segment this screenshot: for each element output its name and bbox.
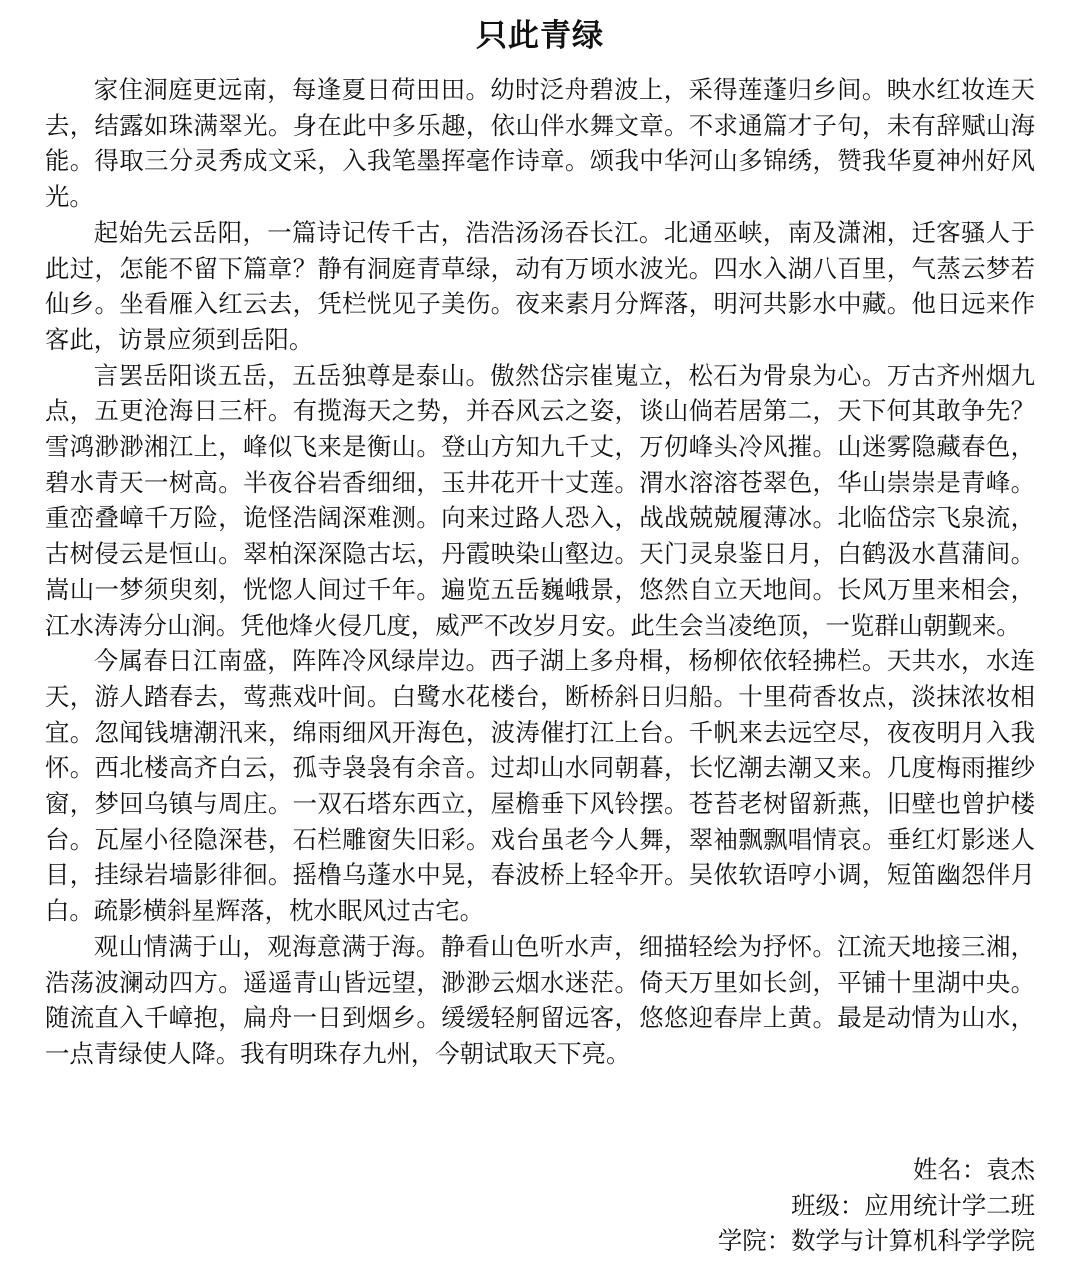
essay-title: 只此青绿	[476, 18, 604, 54]
author-class: 班级：应用统计学二班	[791, 1190, 1035, 1220]
author-college: 学院：数学与计算机科学学院	[717, 1226, 1035, 1256]
paragraph-1: 家住洞庭更远南，每逢夏日荷田田。幼时泛舟碧波上，采得莲蓬归乡间。映水红妆连天去，结露如珠满翠光。身在此中多乐趣，依山伴水舞文章。不求通篇才子句，未有辞赋山海能。得取三分灵秀成文采，入我笔墨挥毫作诗章。颂我中华河山多锦绣，赞我华夏神州好风光。	[45, 75, 1035, 212]
author-name: 姓名：袁杰	[913, 1155, 1035, 1184]
paragraph-5: 观山情满于山，观海意满于海。静看山色听水声，细描轻绘为抒怀。江流天地接三湘，浩荡波澜动四方。遥遥青山皆远望，渺渺云烟水迷茫。倚天万里如长剑，平铺十里湖中央。随流直入千嶂抱，扁舟一日到烟乡。缓缓轻舸留远客，悠悠迎春岸上黄。最是动情为山水，一点青绿使人降。我有明珠存九州，今朝试取天下亮。	[45, 931, 1035, 1068]
author-signature	[718, 1152, 1035, 1259]
paragraph-2: 起始先云岳阳，一篇诗记传千古，浩浩汤汤吞长江。北通巫峡，南及潇湘，迁客骚人于此过，怎能不留下篇章？静有洞庭青草绿，动有万顷水波光。四水入湖八百里，气蒸云梦若仙乡。坐看雁入红云去，凭栏恍见子美伤。夜来素月分辉落，明河共影水中藏。他日远来作客此，访景应须到岳阳。	[45, 217, 1035, 354]
paragraph-3: 言罢岳阳谈五岳，五岳独尊是泰山。傲然岱宗崔嵬立，松石为骨泉为心。万古齐州烟九点，五更沧海日三杆。有揽海天之势，并吞风云之姿，谈山倘若居第二，天下何其敢争先？雪鸿渺渺湘江上，峰似飞来是衡山。登山方知九千丈，万仞峰头冷风摧。山迷雾隐藏春色，碧水青天一树高。半夜谷岩香细细，玉井花开十丈莲。渭水溶溶苍翠色，华山崇崇是青峰。重峦叠嶂千万险，诡怪浩阔深难测。向来过路人恐入，战战兢兢履薄冰。北临岱宗飞泉流，古树侵云是恒山。翠柏深深隐古坛，丹霞映染山壑边。天门灵泉鉴日月，白鹤汲水菖蒲间。嵩山一梦须臾刻，恍惚人间过千年。遍览五岳巍峨景，悠然自立天地间。长风万里来相会，江水涛涛分山涧。凭他烽火侵几度，威严不改岁月安。此生会当凌绝顶，一览群山朝觐来。	[45, 360, 1035, 640]
essay-body	[45, 72, 1035, 1072]
paragraph-4: 今属春日江南盛，阵阵冷风绿岸边。西子湖上多舟楫，杨柳依依轻拂栏。天共水，水连天，游人踏春去，莺燕戏叶间。白鹭水花楼台，断桥斜日归船。十里荷香妆点，淡抹浓妆相宜。忽闻钱塘潮汛来，绵雨细风开海色，波涛催打江上台。千帆来去远空尽，夜夜明月入我怀。西北楼高齐白云，孤寺袅袅有余音。过却山水同朝暮，长忆潮去潮又来。几度梅雨摧纱窗，梦回乌镇与周庄。一双石塔东西立，屋檐垂下风铃摆。苍苔老树留新燕，旧壁也曾护楼台。瓦屋小径隐深巷，石栏雕窗失旧彩。戏台虽老今人舞，翠袖飘飘唱情哀。垂红灯影迷人目，挂绿岩墙影徘徊。摇橹乌蓬水中晃，春波桥上轻伞开。吴侬软语哼小调，短笛幽怨伴月白。疏影横斜星辉落，枕水眠风过古宅。	[45, 646, 1035, 926]
